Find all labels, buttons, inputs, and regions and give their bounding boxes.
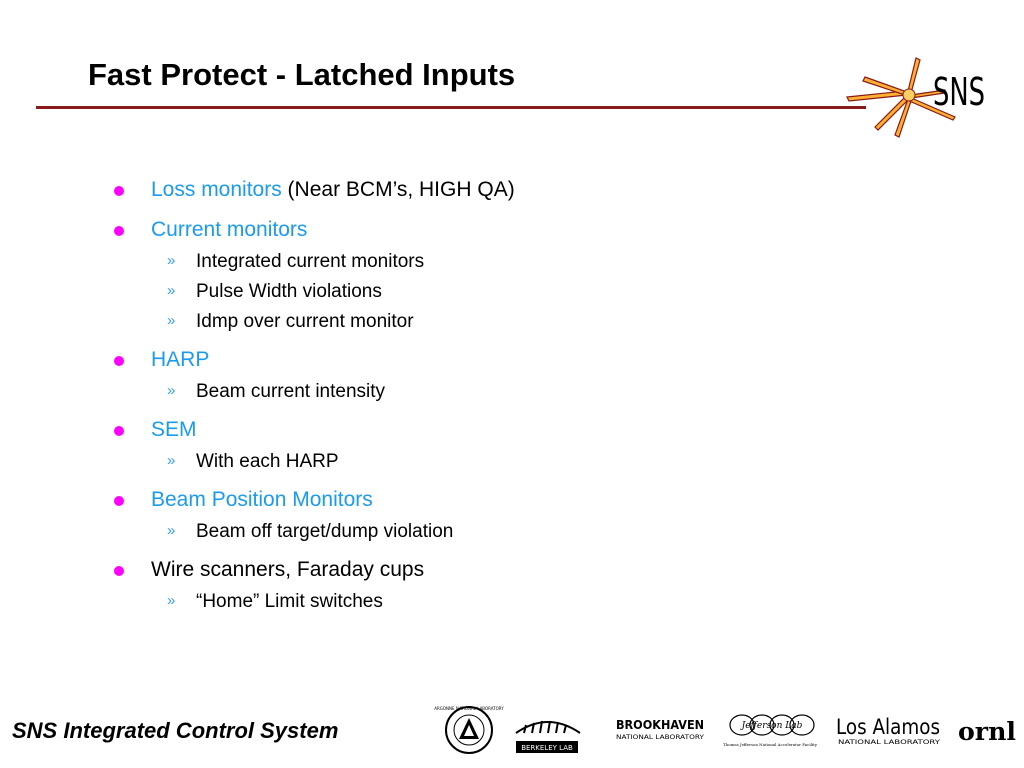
- bullet-highlight-text: SEM: [151, 418, 197, 441]
- bullet-plain-text: Pulse Width violations: [196, 281, 382, 302]
- brookhaven-logo-icon: [612, 716, 708, 744]
- bullet-dot-icon: [114, 226, 124, 236]
- bullet-plain-text: “Home” Limit switches: [196, 591, 383, 612]
- los-alamos-text: Los Alamos: [836, 715, 940, 739]
- bullet-plain-text: Idmp over current monitor: [196, 311, 414, 332]
- bullet-highlight-text: Loss monitors: [151, 178, 282, 201]
- bullet-text: [151, 488, 373, 512]
- sub-bullet-chevron-icon: »: [167, 452, 176, 469]
- bullet-plain-text: Integrated current monitors: [196, 251, 425, 272]
- bullet-plain-text: (Near BCM’s, HIGH QA): [281, 178, 515, 201]
- bullet-dot-icon: [114, 356, 124, 366]
- sub-bullet-chevron-icon: »: [167, 382, 176, 399]
- ornl-text: ornl: [958, 717, 1016, 746]
- brookhaven-text: BROOKHAVEN: [616, 718, 704, 732]
- bullet-highlight-text: Current monitors: [151, 218, 308, 241]
- bullet-text: [151, 348, 209, 372]
- sub-bullet-chevron-icon: »: [167, 592, 176, 609]
- los-alamos-sub-text: NATIONAL LABORATORY: [838, 738, 941, 746]
- slide-title: Fast Protect - Latched Inputs: [88, 57, 516, 92]
- bullet-highlight-text: Beam Position Monitors: [151, 488, 373, 511]
- bullet-dot-icon: [114, 566, 124, 576]
- brookhaven-sub-text: NATIONAL LABORATORY: [616, 733, 705, 741]
- bullet-dot-icon: [114, 496, 124, 506]
- bullet-dot-icon: [114, 426, 124, 436]
- bullet-highlight-text: HARP: [151, 348, 210, 371]
- bullet-text: [196, 251, 424, 273]
- bullet-text: [151, 418, 197, 442]
- argonne-logo-text: ARGONNE NATIONAL LABORATORY: [434, 706, 504, 711]
- bullet-text: [196, 311, 414, 333]
- berkeley-lab-text: BERKELEY LAB: [521, 744, 573, 752]
- sub-bullet-chevron-icon: »: [167, 252, 176, 269]
- ornl-logo-icon: [956, 716, 1018, 748]
- bullet-text: [151, 558, 424, 582]
- bullet-plain-text: Beam off target/dump violation: [196, 521, 454, 542]
- bullet-text: [151, 218, 307, 242]
- bullet-text: [196, 381, 385, 403]
- sub-bullet-chevron-icon: »: [167, 282, 176, 299]
- bullet-text: [196, 521, 453, 543]
- bullet-plain-text: Beam current intensity: [196, 381, 386, 402]
- bullet-dot-icon: [114, 186, 124, 196]
- los-alamos-logo-icon: [834, 714, 944, 746]
- sns-logo-text: SNS: [933, 70, 985, 114]
- jefferson-lab-text: Jefferson Lab: [741, 721, 803, 731]
- bullet-plain-text: With each HARP: [196, 451, 339, 472]
- bullet-text: [196, 591, 383, 613]
- argonne-logo-icon: [434, 703, 504, 759]
- jefferson-lab-sub-text: Thomas Jefferson National Accelerator Facility: [723, 743, 818, 747]
- bullet-text: [196, 281, 382, 303]
- bullet-plain-text: Wire scanners, Faraday cups: [151, 558, 425, 581]
- bullet-text: [151, 178, 515, 202]
- berkeley-lab-logo-icon: [512, 703, 584, 757]
- sub-bullet-chevron-icon: »: [167, 522, 176, 539]
- footer-title: SNS Integrated Control System: [12, 718, 339, 743]
- sub-bullet-chevron-icon: »: [167, 312, 176, 329]
- jefferson-lab-logo-icon: [720, 710, 820, 750]
- bullet-text: [196, 451, 339, 473]
